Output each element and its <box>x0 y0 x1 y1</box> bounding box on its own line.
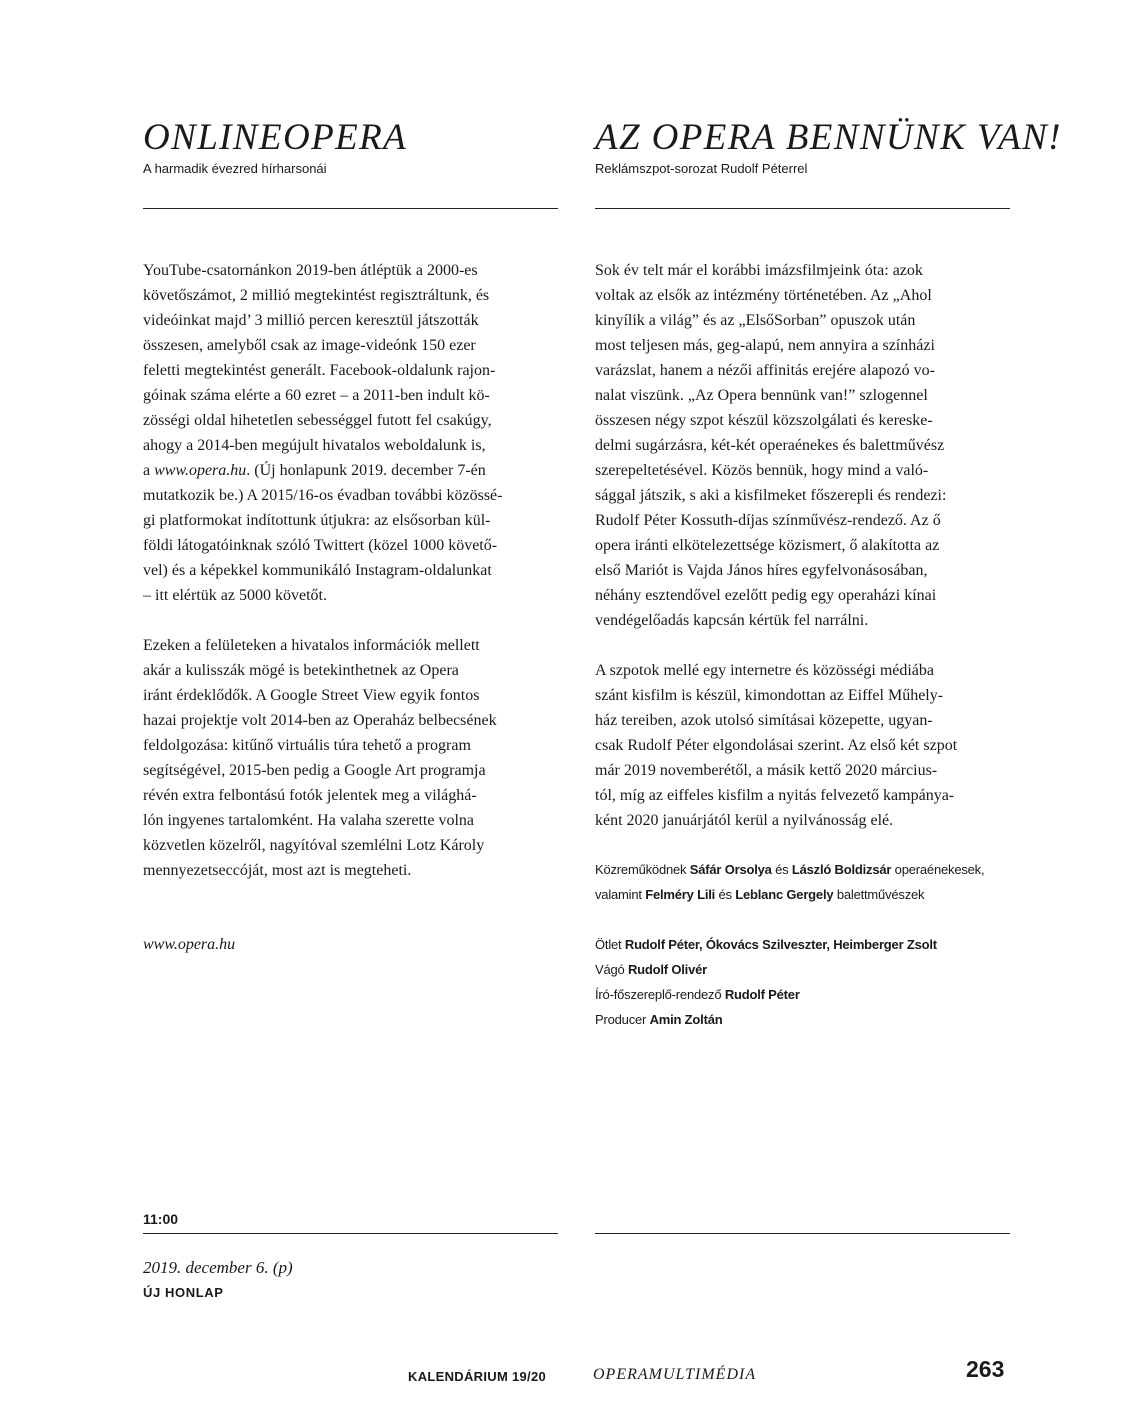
credit-name: Leblanc Gergely <box>735 887 834 902</box>
left-paragraph-2 <box>143 633 558 883</box>
text-line: góinak száma elérte a 60 ezret – a 2011-ben indult kö- <box>143 387 490 404</box>
text-line: csak Rudolf Péter elgondolásai szerint. Az első két szpot <box>595 737 958 754</box>
credit-name: Amin Zoltán <box>649 1012 723 1027</box>
text-line: ként 2020 januárjától kerül a nyilvánosság elé. <box>595 812 894 829</box>
text-line: opera iránti elkötelezettsége közismert, ő alakította az <box>595 537 940 554</box>
footer-publication: KALENDÁRIUM 19/20 <box>408 1369 547 1384</box>
text-line: közvetlen közelről, nagyítóval szemlélni Lotz Károly <box>143 837 485 854</box>
text-line: Sok év telt már el korábbi imázsfilmjeink óta: azok <box>595 262 923 279</box>
credit-label: operaénekesek, <box>891 862 985 877</box>
text-line: vendégelőadás kapcsán kértük fel narrálni. <box>595 612 869 629</box>
text-line: YouTube-csatornánkon 2019-ben átléptük a 2000-es <box>143 262 478 279</box>
event-rule-left <box>143 1233 558 1234</box>
text-line: sággal játszik, s aki a kisfilmeket főszerepli és rendezi: <box>595 487 947 504</box>
text-line: lón ingyenes tartalomként. Ha valaha szerette volna <box>143 812 474 829</box>
text-line: földi látogatóinknak szóló Twittert (közel 1000 követő- <box>143 537 498 554</box>
text-line: – itt elértük az 5000 követőt. <box>143 587 327 604</box>
credit-label: Ötlet <box>595 937 625 952</box>
page-number: 263 <box>966 1356 1005 1382</box>
credit-name: Felméry Lili <box>645 887 716 902</box>
crew-credits <box>595 932 937 1032</box>
right-title: AZ OPERA BENNÜNK VAN! <box>595 117 1062 158</box>
text-line: szerepeltetésével. Közös bennük, hogy mind a való- <box>595 462 929 479</box>
text-line: videóinkat majd’ 3 millió percen keresztül játszották <box>143 312 479 329</box>
text-line: mennyezetseccóját, most azt is megteheti. <box>143 862 412 879</box>
text-line: már 2019 novemberétől, a másik kettő 2020 március- <box>595 762 938 779</box>
credit-row-producer <box>595 1007 937 1032</box>
text-line: néhány esztendővel ezelőtt pedig egy operaházi kínai <box>595 587 937 604</box>
credit-label: és <box>771 862 792 877</box>
text-line: iránt érdeklődők. A Google Street View egyik fontos <box>143 687 480 704</box>
left-title: ONLINEOPERA <box>143 117 408 158</box>
left-subtitle: A harmadik évezred hírharsonái <box>143 161 327 176</box>
text-line: vel) és a képekkel kommunikáló Instagram-oldalunkat <box>143 562 492 579</box>
text-line: mutatkozik be.) A 2015/16-os évadban további közössé- <box>143 487 503 504</box>
credit-label: Vágó <box>595 962 628 977</box>
text-line: kinyílik a világ” és az „ElsőSorban” opuszok után <box>595 312 916 329</box>
text-line: varázslat, hanem a nézői affinitás erejére alapozó vo- <box>595 362 935 379</box>
performers-credits <box>595 857 984 907</box>
credit-label: Író-főszereplő-rendező <box>595 987 725 1002</box>
credit-row-singers <box>595 857 984 882</box>
text-line: összesen, amelyből csak az image-videónk 150 ezer <box>143 337 476 354</box>
credit-row-editor <box>595 957 937 982</box>
text-fragment: a <box>143 462 155 479</box>
website-link[interactable]: www.opera.hu <box>143 936 236 953</box>
text-line: akár a kulisszák mögé is betekinthetnek az Opera <box>143 662 459 679</box>
left-header-rule <box>143 208 558 209</box>
right-article-body <box>595 258 1010 833</box>
text-line: Ezeken a felületeken a hivatalos információk mellett <box>143 637 480 654</box>
event-name: ÚJ HONLAP <box>143 1285 224 1300</box>
text-line: zösségi oldal hihetetlen sebességgel futott fel csakúgy, <box>143 412 492 429</box>
text-line: Rudolf Péter Kossuth-díjas színművész-rendező. Az ő <box>595 512 941 529</box>
text-line: első Mariót is Vajda János híres egyfelvonásosában, <box>595 562 928 579</box>
credit-label: és <box>715 887 736 902</box>
text-line: nalat viszünk. „Az Opera bennünk van!” szlogennel <box>595 387 928 404</box>
credit-label: Közreműködnek <box>595 862 690 877</box>
right-paragraph-2 <box>595 658 1010 833</box>
credit-row-dancers <box>595 882 984 907</box>
text-line: összesen négy szpot készül közszolgálati és kereske- <box>595 412 933 429</box>
left-paragraph-1 <box>143 258 558 608</box>
text-line: segítségével, 2015-ben pedig a Google Art programja <box>143 762 486 779</box>
text-line: tól, míg az eiffeles kisfilm a nyitás felvezető kampánya- <box>595 787 955 804</box>
credit-row-writer <box>595 982 937 1007</box>
credit-name: Rudolf Péter <box>724 987 800 1002</box>
text-line: követőszámot, 2 millió megtekintést regisztráltunk, és <box>143 287 490 304</box>
text-line: gi platformokat indítottunk útjukra: az elsősorban kül- <box>143 512 491 529</box>
right-paragraph-1 <box>595 258 1010 633</box>
inline-website-link[interactable]: www.opera.hu <box>154 462 247 479</box>
event-time: 11:00 <box>143 1211 179 1227</box>
text-line: delmi sugárzásra, két-két operaénekes és balettművész <box>595 437 945 454</box>
left-article-body <box>143 258 558 883</box>
credit-label: Producer <box>595 1012 650 1027</box>
text-line: ház tereiben, azok utolsó simításai közepette, ugyan- <box>595 712 933 729</box>
text-line <box>143 458 558 483</box>
text-line: feletti megtekintést generált. Facebook-oldalunk rajon- <box>143 362 496 379</box>
credit-name: László Boldizsár <box>791 862 892 877</box>
credit-label: valamint <box>595 887 646 902</box>
text-line: most teljesen más, geg-alapú, nem annyira a színházi <box>595 337 935 354</box>
event-rule-right <box>595 1233 1010 1234</box>
text-fragment: . (Új honlapunk 2019. december 7-én <box>246 462 486 479</box>
text-line: révén extra felbontású fotók jelentek meg a világhá- <box>143 787 477 804</box>
text-line: feldolgozása: kitűnő virtuális túra tehető a program <box>143 737 471 754</box>
event-date: 2019. december 6. (p) <box>143 1258 293 1277</box>
right-header-rule <box>595 208 1010 209</box>
credit-name: Rudolf Péter, Ókovács Szilveszter, Heimberger Zsolt <box>624 937 937 952</box>
credit-row-idea <box>595 932 937 957</box>
credit-name: Rudolf Olivér <box>627 962 708 977</box>
text-line: A szpotok mellé egy internetre és közösségi médiába <box>595 662 935 679</box>
text-line: szánt kisfilm is készül, kimondottan az Eiffel Műhely- <box>595 687 944 704</box>
text-line: hazai projektje volt 2014-ben az Operaház belbecsének <box>143 712 497 729</box>
credit-name: Sáfár Orsolya <box>689 862 772 877</box>
credit-label: balettművészek <box>833 887 925 902</box>
text-line: ahogy a 2014-ben megújult hivatalos weboldalunk is, <box>143 437 486 454</box>
text-line: voltak az elsők az intézmény történetében. Az „Ahol <box>595 287 932 304</box>
footer-section: OPERAMULTIMÉDIA <box>593 1366 757 1383</box>
right-subtitle: Reklámszpot-sorozat Rudolf Péterrel <box>595 161 808 176</box>
